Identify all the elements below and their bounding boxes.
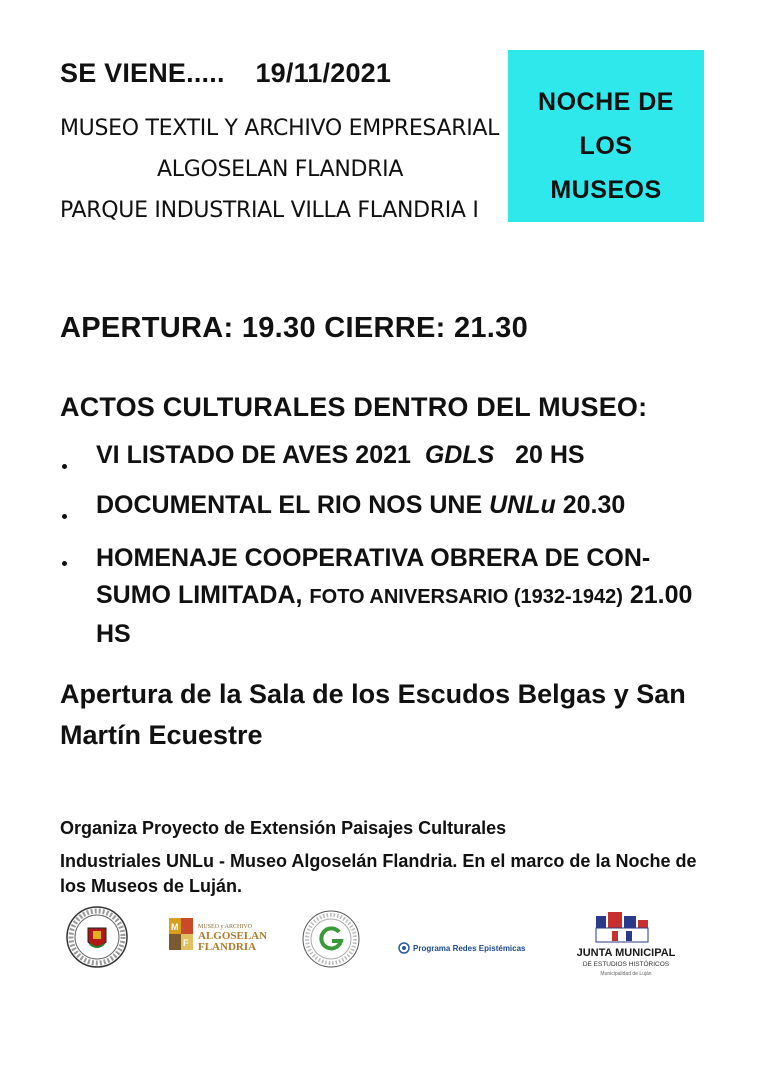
redes-epistemicas-logo bbox=[398, 940, 538, 956]
se-viene-text: SE VIENE..... bbox=[60, 58, 225, 88]
junta-logo-line1: JUNTA MUNICIPAL bbox=[576, 947, 676, 959]
unlu-seal-icon bbox=[66, 906, 128, 968]
acto-text: VI LISTADO DE AVES 2021 bbox=[96, 441, 411, 469]
headline-se-viene bbox=[60, 58, 391, 89]
noche-line-3: MUSEOS bbox=[550, 176, 662, 204]
algoselan-logo-small: MUSEO y ARCHIVO bbox=[198, 924, 253, 930]
organiza-line-2: Industriales UNLu - Museo Algoselán Flandria. En el marco de la Noche de los Museos de Luján. bbox=[60, 851, 697, 896]
algoselan-logo-name2: FLANDRIA bbox=[198, 941, 257, 953]
event-date: 19/11/2021 bbox=[255, 58, 392, 88]
museum-location: PARQUE INDUSTRIAL VILLA FLANDRIA I bbox=[60, 198, 479, 223]
noche-line-2: LOS bbox=[579, 132, 633, 160]
acto-org: UNLu bbox=[489, 491, 556, 519]
opening-hours: APERTURA: 19.30 CIERRE: 21.30 bbox=[60, 312, 529, 344]
aves-group-seal-icon bbox=[302, 910, 360, 968]
noche-de-los-museos-box bbox=[508, 50, 704, 222]
acto-text: DOCUMENTAL EL RIO NOS UNE bbox=[96, 491, 483, 519]
svg-text:M: M bbox=[171, 922, 179, 932]
sala-announcement: Apertura de la Sala de los Escudos Belgas y San Martín Ecuestre bbox=[60, 679, 686, 750]
acto-item-3 bbox=[96, 540, 696, 653]
acto-detail: FOTO ANIVERSARIO (1932-1942) bbox=[309, 586, 623, 608]
junta-logo-line2: DE ESTUDIOS HISTÓRICOS bbox=[582, 961, 670, 968]
acto-time: 20.30 bbox=[562, 491, 626, 519]
bullet-dot-icon bbox=[62, 514, 67, 519]
noche-title bbox=[508, 80, 704, 212]
acto-item-1 bbox=[96, 441, 585, 470]
acto-org: GDLS bbox=[424, 441, 495, 469]
redes-logo-text: Programa Redes Epistémicas bbox=[413, 944, 526, 953]
algoselan-logo-name1: ALGOSELAN bbox=[198, 930, 268, 942]
bullet-dot-icon bbox=[62, 561, 67, 566]
organiza-line-1: Organiza Proyecto de Extensión Paisajes Culturales bbox=[60, 818, 507, 838]
bullet-dot-icon bbox=[62, 464, 67, 469]
junta-logo-line3: Municipalidad de Luján bbox=[600, 971, 652, 977]
museum-subtitle: ALGOSELAN FLANDRIA bbox=[157, 157, 404, 182]
acto-item-2 bbox=[96, 491, 625, 520]
junta-municipal-logo bbox=[566, 910, 686, 982]
museum-name: MUSEO TEXTIL Y ARCHIVO EMPRESARIAL bbox=[60, 116, 500, 141]
actos-title: ACTOS CULTURALES DENTRO DEL MUSEO: bbox=[60, 392, 648, 422]
noche-line-1: NOCHE DE bbox=[538, 88, 674, 116]
acto-time: 20 HS bbox=[515, 441, 585, 469]
organiza-credits bbox=[60, 816, 710, 899]
acto-text: HOMENAJE COOPERATIVA OBRERA DE CON-SUMO LIMITADA, bbox=[96, 544, 651, 609]
acto-time: 21.00 HS bbox=[96, 581, 693, 648]
algoselan-logo bbox=[167, 914, 277, 956]
svg-text:F: F bbox=[183, 938, 189, 948]
